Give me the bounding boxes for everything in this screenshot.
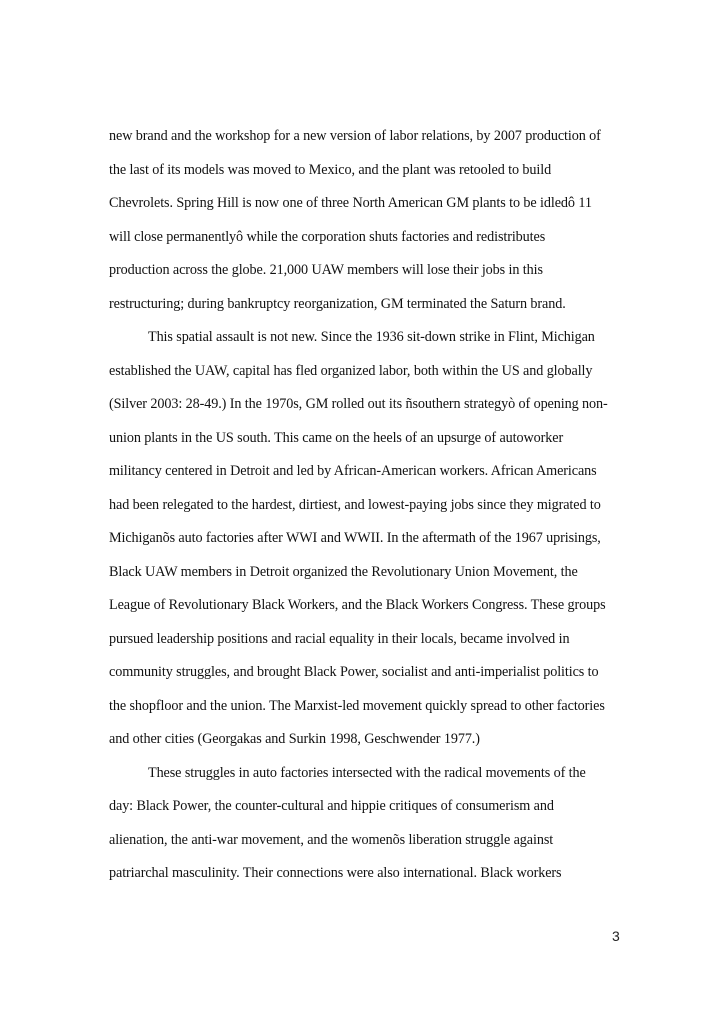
text-line: had been relegated to the hardest, dirtiest, and lowest-paying jobs since they migrated to <box>109 496 601 513</box>
text-line: militancy centered in Detroit and led by African-American workers. African Americans <box>109 463 597 479</box>
text-line: alienation, the anti-war movement, and the womenõs liberation struggle against <box>109 831 554 848</box>
text-line: and other cities (Georgakas and Surkin 1998, Geschwender 1977.) <box>109 731 480 747</box>
text-line: (Silver 2003: 28-49.) In the 1970s, GM rolled out its ñsouthern strategyò of opening non- <box>109 396 608 412</box>
body-text <box>109 120 629 891</box>
text-line: restructuring; during bankruptcy reorganization, GM terminated the Saturn brand. <box>109 295 566 312</box>
text-line: Chevrolets. Spring Hill is now one of three North American GM plants to be idledô 11 <box>109 195 592 211</box>
paragraph-start-line: These struggles in auto factories intersected with the radical movements of the <box>148 764 586 781</box>
text-line: new brand and the workshop for a new version of labor relations, by 2007 production of <box>109 128 601 144</box>
text-line: pursued leadership positions and racial equality in their locals, became involved in <box>109 630 570 647</box>
text-line: union plants in the US south. This came on the heels of an upsurge of autoworker <box>109 429 564 446</box>
text-line: League of Revolutionary Black Workers, and the Black Workers Congress. These groups <box>109 597 606 613</box>
text-line: patriarchal masculinity. Their connections were also international. Black workers <box>109 865 562 881</box>
paragraph-start-line: This spatial assault is not new. Since the 1936 sit-down strike in Flint, Michigan <box>148 329 595 345</box>
text-line: community struggles, and brought Black Power, socialist and anti-imperialist politics to <box>109 664 599 680</box>
text-line: the shopfloor and the union. The Marxist-led movement quickly spread to other factories <box>109 697 605 714</box>
page-number: 3 <box>612 928 620 944</box>
text-line: day: Black Power, the counter-cultural and hippie critiques of consumerism and <box>109 798 554 814</box>
text-line: Michiganõs auto factories after WWI and WWII. In the aftermath of the 1967 uprisings, <box>109 530 601 546</box>
text-line: production across the globe. 21,000 UAW members will lose their jobs in this <box>109 262 543 278</box>
text-line: will close permanentlyô while the corporation shuts factories and redistributes <box>109 228 546 245</box>
text-line: established the UAW, capital has fled organized labor, both within the US and globally <box>109 362 593 379</box>
text-line: the last of its models was moved to Mexico, and the plant was retooled to build <box>109 161 552 178</box>
text-line: Black UAW members in Detroit organized the Revolutionary Union Movement, the <box>109 563 578 580</box>
